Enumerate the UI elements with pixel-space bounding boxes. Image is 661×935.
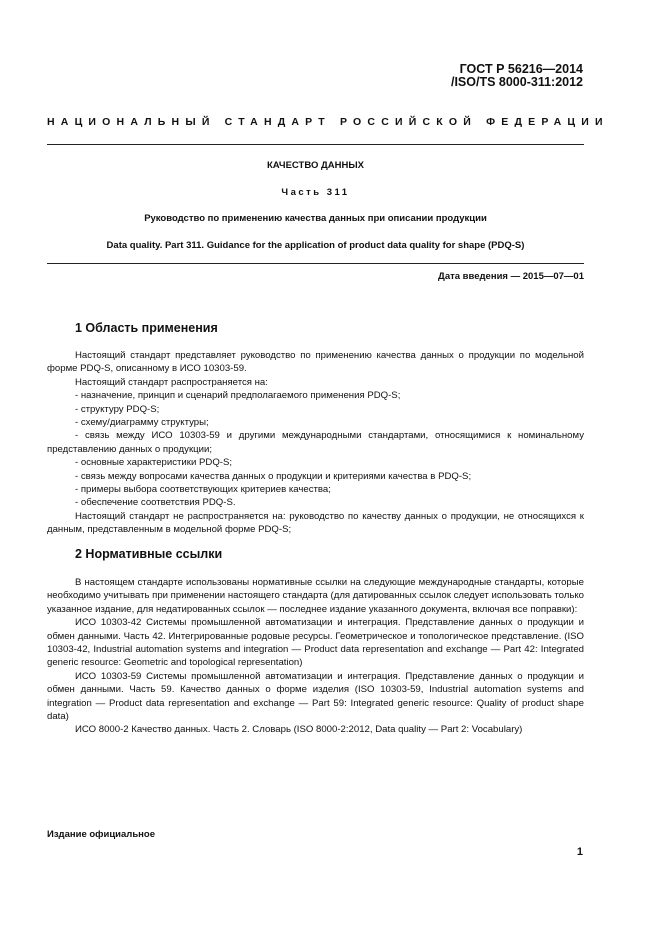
reference-item: ИСО 8000-2 Качество данных. Часть 2. Словарь (ISO 8000-2:2012, Data quality — Part 2: Vocabulary) xyxy=(75,724,523,736)
divider-title xyxy=(47,263,584,264)
paragraph: В настоящем стандарте использованы нормативные ссылки на следующие международные стандарты, которые необходимо учитывать при применении настоящего стандарта (для датированных ссылок следует использовать только указанное издание, для недатированных ссылок — последнее издание указанного документа, включая все поправки): xyxy=(47,577,585,615)
reference-item: ИСО 10303-42 Системы промышленной автоматизации и интеграция. Представление данных о продукции и обмен данными. Часть 42. Интегрированные родовые ресурсы. Геометрическое и топологическое представление. (ISO 10303-42, Industrial automation systems and integration — Product data representation and exchange — Part 42: Integrated generic resource: Geometric and topological representation) xyxy=(47,617,584,669)
section-1-heading: 1 Область применения xyxy=(75,321,218,335)
standard-number-block xyxy=(451,63,583,89)
paragraph: Настоящий стандарт представляет руководство по применению качества данных о продукции по модельной форме PDQ-S, описанному в ИСО 10303-59. xyxy=(47,350,584,375)
national-standard-title: НАЦИОНАЛЬНЫЙ СТАНДАРТ РОССИЙСКОЙ ФЕДЕРАЦИИ xyxy=(47,116,609,128)
reference-item: ИСО 10303-59 Системы промышленной автоматизации и интеграция. Представление данных о продукции и обмен данными. Часть 59. Качество данных о форме изделия (ISO 10303-59, Industrial automation systems and integration — Product data representation and exchange — Part 59: Integrated generic resource: Quality of product shape data) xyxy=(47,670,584,723)
section-1-body xyxy=(47,349,584,537)
page-number: 1 xyxy=(576,846,583,858)
list-item: - связь между ИСО 10303-59 и другими международными стандартами, относящимися к номинальному представлению данных о продукции; xyxy=(47,430,584,455)
section-2-heading: 2 Нормативные ссылки xyxy=(75,547,223,561)
paragraph: Настоящий стандарт распространяется на: xyxy=(75,376,268,388)
subtitle-ru: Руководство по применению качества данных при описании продукции xyxy=(144,213,487,224)
list-item: - схему/диаграмму структуры; xyxy=(75,417,209,429)
gost-number: ГОСТ Р 56216—2014 xyxy=(459,62,583,76)
list-item: - назначение, принцип и сценарий предполагаемого применения PDQ-S; xyxy=(75,390,401,402)
list-item: - связь между вопросами качества данных о продукции и критериями качества в PDQ-S; xyxy=(75,470,472,482)
official-edition-label: Издание официальное xyxy=(47,829,155,840)
paragraph: Настоящий стандарт не распространяется на: руководство по качеству данных о продукции, не относящихся к данным, представленным в модельной форме PDQ-S; xyxy=(47,510,584,536)
list-item: - основные характеристики PDQ-S; xyxy=(75,457,233,469)
divider-top xyxy=(47,144,584,145)
document-title: КАЧЕСТВО ДАННЫХ xyxy=(266,160,364,171)
list-item: - примеры выбора соответствующих критериев качества; xyxy=(75,484,331,496)
introduction-date: Дата введения — 2015—07—01 xyxy=(438,271,584,282)
iso-number: /ISO/TS 8000-311:2012 xyxy=(450,75,583,89)
section-2-body xyxy=(47,576,584,737)
subtitle-en: Data quality. Part 311. Guidance for the application of product data quality for shape (PDQ-S) xyxy=(106,240,525,251)
list-item: - структуру PDQ-S; xyxy=(75,403,160,415)
document-part: Часть 311 xyxy=(281,187,350,198)
list-item: - обеспечение соответствия PDQ-S. xyxy=(75,497,236,509)
